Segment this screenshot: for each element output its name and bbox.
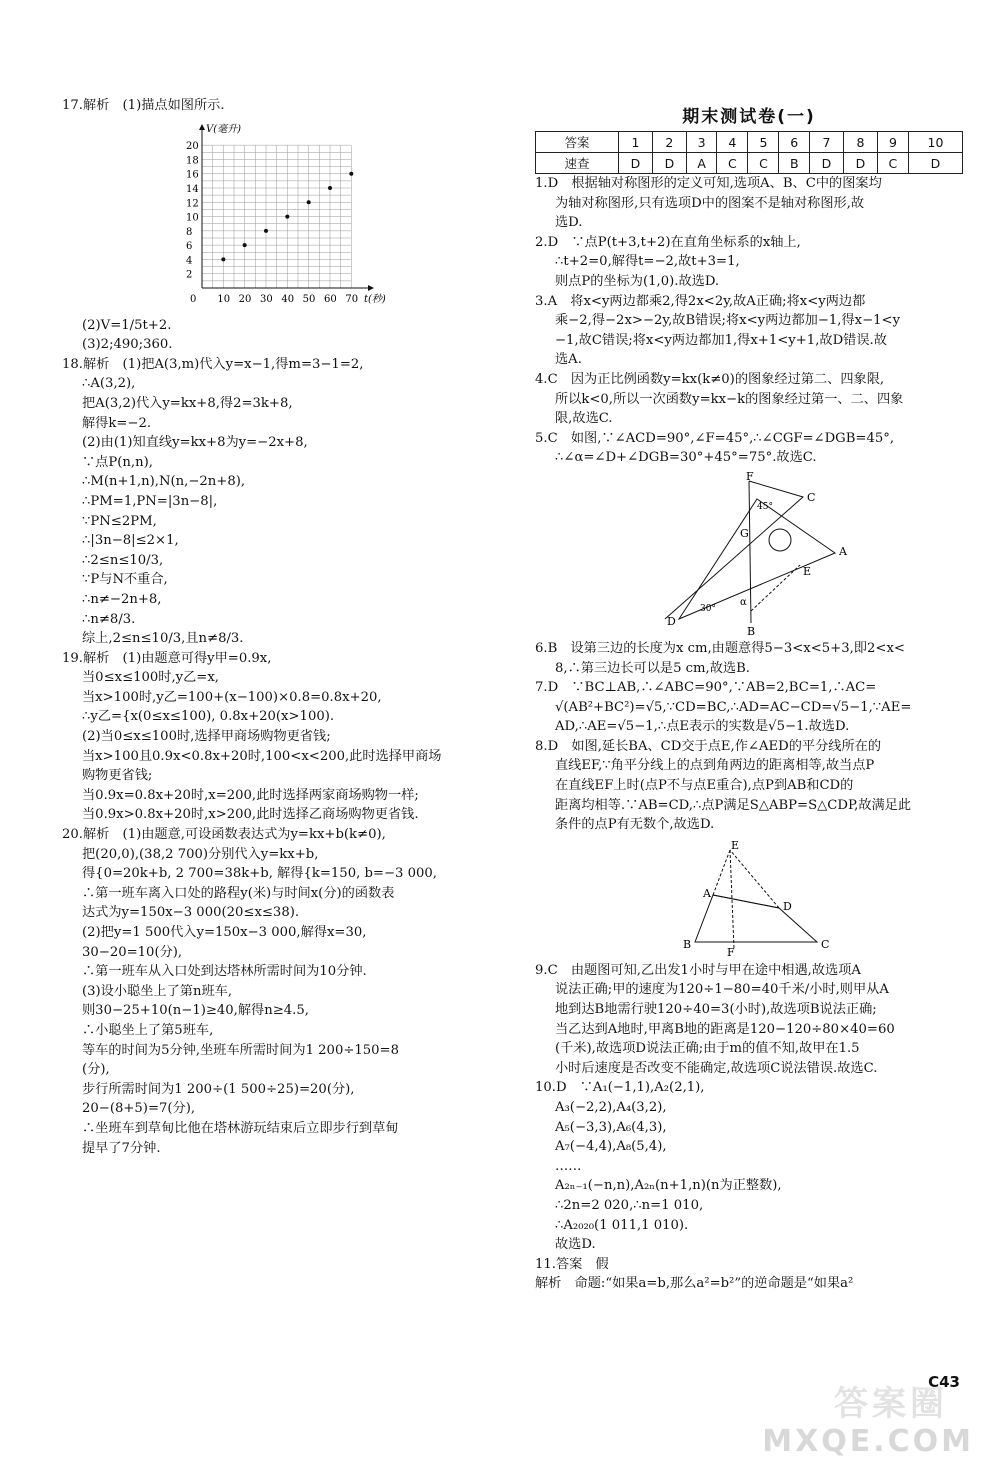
y-tick-label: 4 (186, 255, 193, 267)
text-line: 4.C 因为正比例函数y=kx(k≠0)的图象经过第二、四象限, (535, 371, 885, 387)
text-line: ∴M(n+1,n),N(n,−2n+8), (82, 474, 246, 490)
table-row-label: 速查 (536, 153, 619, 174)
text-line: ∴|3n−8|≤2×1, (82, 533, 179, 549)
text-line: 乘−2,得−2x>−2y,故B错误;将x<y两边都加−1,得x−1<y (555, 313, 901, 329)
watermark: MXQE.COM (762, 1424, 974, 1459)
text-line: 则30−25+10(n−1)≥40,解得n≥4.5, (82, 1003, 309, 1019)
text-line: 5.C 如图,∵∠ACD=90°,∠F=45°,∴∠CGF=∠DGB=45°, (535, 430, 895, 446)
y-axis-arrow (199, 124, 205, 130)
text-line: 选D. (555, 215, 583, 231)
text-line: 7.D ∵BC⊥AB,∴∠ABC=90°,∵AB=2,BC=1,∴AC= (535, 680, 877, 696)
text-line: 10.D ∵A₁(−1,1),A₂(2,1), (535, 1080, 705, 1096)
text-line: ∴2≤n≤10/3, (82, 552, 164, 568)
label-C: C (821, 937, 830, 951)
table-cell-number: 8 (843, 132, 877, 153)
exam-title: 期末测试卷(一) (682, 107, 816, 127)
text-line: 步行所需时间为1 200÷(1 500÷25)=20(分), (82, 1081, 355, 1097)
left-text-bottom (62, 316, 512, 1159)
table-cell-number: 1 (619, 132, 653, 153)
x-axis-label: t(秒) (364, 293, 386, 305)
x-axis-arrow (368, 285, 374, 291)
y-axis-label: V(毫升) (206, 123, 242, 135)
text-line: 综上,2≤n≤10/3,且n≠8/3. (82, 631, 244, 647)
data-point (221, 257, 225, 261)
text-line: 2.D ∵点P(t+3,t+2)在直角坐标系的x轴上, (535, 234, 801, 250)
left-text-top (62, 96, 512, 116)
y-tick-label: 18 (186, 155, 199, 167)
y-tick-label: 14 (186, 183, 199, 195)
figure-q8 (535, 838, 963, 958)
text-line: ∴A₂₀₂₀(1 011,1 010). (555, 1217, 689, 1233)
text-line: 20−(8+5)=7(分), (82, 1101, 196, 1117)
text-line: 直线EF,∵角平分线上的点到角两边的距离相等,故当点P (555, 758, 875, 774)
x-tick-label: 10 (217, 293, 231, 305)
text-line: 当0.9x=0.8x+20时,x=200,此时选择两家商场购物一样; (82, 787, 419, 803)
text-line: (3)设小聪坐上了第n班车, (82, 983, 233, 999)
text-line: 8.D 如图,延长BA、CD交于点E,作∠AED的平分线所在的 (535, 738, 882, 754)
text-line: 20.解析 (1)由题意,可设函数表达式为y=kx+b(k≠0), (62, 827, 386, 843)
text-line: 当0≤x≤100时,y乙=x, (82, 670, 219, 686)
x-tick-label: 50 (302, 293, 316, 305)
answers-6-8 (535, 639, 963, 835)
text-line: 提早了7分钟. (82, 1140, 161, 1156)
text-line: ∴小聪坐上了第5班车, (82, 1022, 214, 1038)
data-point (243, 243, 247, 247)
page-number: C43 (928, 1373, 960, 1391)
table-cell-answer: B (779, 153, 810, 174)
text-line: ∴t+2=0,解得t=−2,故t+3=1, (555, 254, 740, 270)
text-line: 在直线EF上时(点P不与点E重合),点P到AB和CD的 (555, 778, 854, 794)
table-cell-answer: D (619, 153, 653, 174)
label-B: B (683, 937, 692, 951)
text-line: 把A(3,2)代入y=kx+8,得2=3k+8, (82, 395, 293, 411)
text-line: 19.解析 (1)由题意可得y甲=0.9x, (62, 650, 272, 666)
table-cell-answer: A (686, 153, 717, 174)
text-line: 故选D. (555, 1237, 596, 1253)
text-line: (分), (82, 1062, 110, 1078)
text-line: 得{0=20k+b, 2 700=38k+b, 解得{k=150, b=−3 000, (82, 866, 437, 882)
data-point (264, 228, 268, 232)
text-line: ∴PM=1,PN=|3n−8|, (82, 493, 218, 509)
text-line: 地到达B地需行驶120÷40=3(小时),故选项B说法正确; (555, 1002, 877, 1018)
text-line: 达式为y=150x−3 000(20≤x≤38). (82, 905, 300, 921)
text-line: (2)把y=1 500代入y=150x−3 000,解得x=30, (82, 925, 367, 940)
label-A: A (839, 544, 847, 558)
table-cell-number: 10 (908, 132, 962, 153)
x-tick-label: 0 (190, 293, 197, 305)
text-line: 9.C 由题图可知,乙出发1小时与甲在途中相遇,故选项A (535, 962, 861, 978)
left-column (62, 96, 512, 1158)
text-line: ∵PN≤2PM, (82, 513, 157, 529)
table-cell-number: 9 (877, 132, 908, 153)
text-line: ∴A(3,2), (82, 376, 136, 392)
text-line: A₂ₙ₋₁(−n,n),A₂ₙ(n+1,n)(n为正整数), (555, 1178, 782, 1194)
table-cell-answer: D (908, 153, 962, 174)
label-D: D (783, 899, 792, 913)
text-line: (3)2;490;360. (82, 337, 173, 353)
text-line: 所以k<0,所以一次函数y=kx−k的图象经过第一、二、四象 (555, 391, 904, 407)
text-line: 把(20,0),(38,2 700)分别代入y=kx+b, (82, 846, 319, 862)
table-cell-answer: D (652, 153, 686, 174)
text-line: (2)V=1/5t+2. (82, 317, 172, 333)
y-tick-label: 20 (186, 140, 199, 152)
text-line: ∴坐班车到草甸比他在塔林游玩结束后立即步行到草甸 (82, 1120, 399, 1136)
text-line: 限,故选C. (555, 411, 613, 427)
label-D: D (667, 614, 676, 628)
text-line: √(AB²+BC²)=√5,∵CD=BC,∴AD=AC−CD=√5−1,∵AE= (555, 699, 912, 715)
text-line: (2)由(1)知直线y=kx+8为y=−2x+8, (82, 435, 308, 451)
text-line: ∴2n=2 020,∴n=1 010, (555, 1197, 704, 1213)
data-point (328, 186, 332, 190)
text-line: 购物更省钱; (82, 768, 153, 784)
x-tick-label: 30 (260, 293, 273, 305)
text-line: 当x>100时,y乙=100+(x−100)×0.8=0.8x+20, (82, 689, 382, 705)
figure-q5 (535, 471, 963, 636)
text-line: 距离均相等.∵AB=CD,∴点P满足S△ABP=S△CDP,故满足此 (555, 797, 912, 813)
text-line: ∵点P(n,n), (82, 454, 153, 470)
text-line: 当x>100且0.9x<0.8x+20时,100<x<200,此时选择甲商场 (82, 748, 442, 764)
y-tick-label: 6 (186, 240, 193, 252)
text-line: 6.B 设第三边的长度为x cm,由题意得5−3<x<5+3,即2<x< (535, 640, 905, 656)
text-line: A₃(−2,2),A₄(3,2), (555, 1100, 667, 1115)
label-angle-30: 30° (700, 603, 716, 614)
text-line: 选A. (555, 352, 582, 368)
label-E: E (731, 838, 740, 852)
answers-9-11 (535, 961, 963, 1294)
x-tick-label: 40 (281, 293, 295, 305)
text-line: 1.D 根据轴对称图形的定义可知,选项A、B、C中的图案均 (535, 176, 882, 191)
label-E: E (803, 564, 812, 578)
y-tick-label: 12 (186, 197, 199, 209)
text-line: 当0.9x>0.8x+20时,x>200,此时选择乙商场购物更省钱. (82, 807, 419, 823)
label-C: C (807, 490, 816, 504)
right-column (535, 96, 963, 1294)
text-line: ∴第一班车离入口处的路程y(米)与时间x(分)的函数表 (82, 885, 395, 901)
table-cell-answer: C (748, 153, 779, 174)
y-tick-label: 10 (186, 212, 199, 224)
table-cell-answer: D (843, 153, 877, 174)
table-cell-number: 3 (686, 132, 717, 153)
label-F: F (727, 945, 735, 959)
table-cell-number: 6 (779, 132, 810, 153)
data-point (285, 214, 289, 218)
y-tick-label: 16 (186, 169, 199, 181)
text-line: A₅(−3,3),A₆(4,3), (555, 1119, 667, 1135)
text-line: AD,∴AE=√5−1,∴点E表示的实数是√5−1.故选D. (555, 719, 850, 735)
scatter-chart (172, 118, 386, 314)
text-line: ∴n≠−2n+8, (82, 591, 162, 607)
text-line: A₇(−4,4),A₈(5,4), (555, 1139, 667, 1155)
text-line: ∴n≠8/3. (82, 611, 136, 627)
table-cell-number: 2 (652, 132, 686, 153)
x-tick-label: 70 (345, 293, 359, 305)
text-line: 30−20=10(分), (82, 944, 183, 960)
text-line: 条件的点P有无数个,故选D. (555, 817, 715, 833)
text-line: 则点P的坐标为(1,0).故选D. (555, 273, 720, 289)
table-cell-answer: D (810, 153, 844, 174)
watermark-top: 答案圈 (834, 1384, 948, 1424)
table-cell-number: 5 (748, 132, 779, 153)
text-line: 17.解析 (1)描点如图所示. (62, 98, 225, 113)
text-line: 3.A 将x<y两边都乘2,得2x<2y,故A正确;将x<y两边都 (535, 293, 866, 309)
text-line: ∴∠α=∠D+∠DGB=30°+45°=75°.故选C. (555, 450, 817, 466)
text-line: 说法正确;甲的速度为120÷1−80=40千米/小时,则甲从A (555, 982, 889, 998)
text-line: 等车的时间为5分钟,坐班车所需时间为1 200÷150=8 (82, 1042, 399, 1058)
text-line: ∴y乙={x(0≤x≤100), 0.8x+20(x>100). (82, 709, 335, 725)
text-line: ∴第一班车从入口处到达塔林所需时间为10分钟. (82, 964, 367, 980)
label-F: F (746, 469, 754, 483)
label-G: G (740, 526, 749, 540)
label-A: A (703, 886, 711, 900)
table-cell-answer: C (877, 153, 908, 174)
x-tick-label: 20 (238, 293, 252, 305)
text-line: 解析 命题:“如果a=b,那么a²=b²”的逆命题是“如果a² (535, 1276, 854, 1292)
table-cell-answer: C (717, 153, 748, 174)
text-line: −1,故C错误;将x<y两边都加1,得x+1<y+1,故D错误.故 (555, 332, 887, 348)
y-tick-label: 8 (186, 226, 193, 238)
text-line: (千米),故选项D说法正确;由于m的值不知,故甲在1.5 (555, 1041, 860, 1057)
text-line: 解得k=−2. (82, 415, 152, 431)
label-B: B (747, 624, 756, 638)
label-alpha: α (740, 596, 747, 608)
text-line: 为轴对称图形,只有选项D中的图案不是轴对称图形,故 (555, 195, 865, 211)
text-line: 18.解析 (1)把A(3,m)代入y=x−1,得m=3−1=2, (62, 356, 364, 372)
text-line: (2)当0≤x≤100时,选择甲商场购物更省钱; (82, 729, 331, 745)
text-line: 8,∴第三边长可以是5 cm,故选B. (555, 660, 751, 676)
text-line: 11.答案 假 (535, 1256, 609, 1272)
answer-table (535, 131, 963, 174)
text-line: …… (555, 1158, 582, 1174)
data-point (307, 200, 311, 204)
text-line: 当乙达到A地时,甲离B地的距离是120−120÷80×40=60 (555, 1021, 895, 1037)
data-point (349, 171, 353, 175)
table-cell-number: 7 (810, 132, 844, 153)
label-angle-45: 45° (757, 501, 773, 512)
y-tick-label: 2 (186, 269, 193, 281)
table-cell-number: 4 (717, 132, 748, 153)
answers-1-5 (535, 174, 963, 468)
text-line: 小时后速度是否改变不能确定,故选项C说法错误.故选C. (555, 1060, 878, 1076)
table-header-label: 答案 (536, 132, 619, 153)
x-tick-label: 60 (324, 293, 337, 305)
text-line: ∵P与N不重合, (82, 572, 168, 588)
